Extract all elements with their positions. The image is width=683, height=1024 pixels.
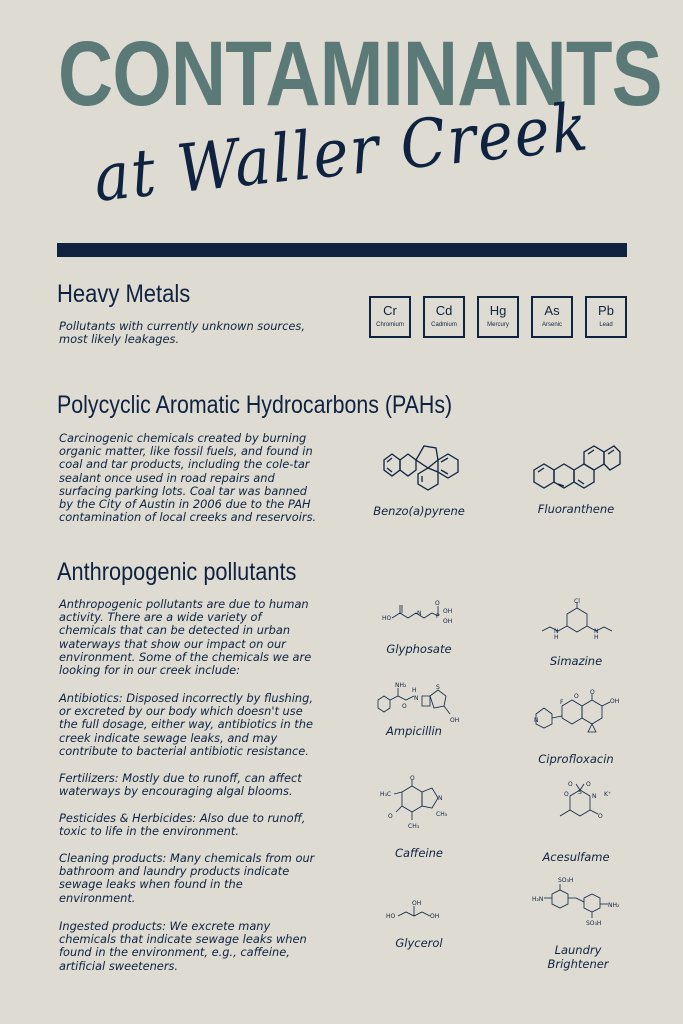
svg-text:N: N [534, 717, 539, 724]
svg-text:K⁺: K⁺ [604, 791, 612, 798]
svg-text:N: N [554, 628, 559, 635]
svg-text:SO₃H: SO₃H [558, 877, 574, 884]
svg-text:OH: OH [610, 698, 620, 705]
element-symbol: Cd [435, 303, 453, 318]
element-name: Chromium [376, 322, 404, 328]
svg-text:O: O [564, 791, 569, 798]
ciprofloxacin-structure-icon [534, 689, 626, 744]
svg-text:O: O [598, 813, 603, 820]
svg-text:H: H [594, 634, 599, 641]
heavy-metals-description: Pollutants with currently unknown sources, most likely leakages. [59, 319, 305, 347]
chemical-label-acesulfame: Acesulfame [542, 850, 610, 864]
svg-text:CH₃: CH₃ [436, 811, 448, 818]
simazine-structure-icon [534, 600, 620, 646]
element-symbol: As [544, 303, 560, 318]
element-tile-cadmium [423, 296, 465, 338]
title-divider [57, 243, 627, 257]
svg-text:NH₂: NH₂ [608, 902, 620, 909]
svg-text:H: H [554, 634, 559, 641]
svg-text:OH: OH [443, 608, 453, 615]
svg-text:N: N [438, 795, 443, 802]
svg-text:OH: OH [430, 913, 440, 920]
heavy-metals-heading: Heavy Metals [57, 280, 191, 308]
chemical-label-fluoranthene: Fluoranthene [537, 502, 615, 516]
anthropogenic-intro: Anthropogenic pollutants are due to human activity. There are a wide variety of chemicals that can be detected in urban waterways that show our impact on our environment. Some of the chemicals we are looking for in our creek include: [59, 597, 312, 678]
benzo-a-pyrene-structure-icon [378, 440, 462, 500]
svg-text:O: O [586, 781, 591, 788]
element-name: Cadmium [431, 322, 457, 328]
svg-text:N: N [417, 610, 422, 617]
acesulfame-structure-icon [540, 782, 624, 838]
laundry-brightener-structure-icon [532, 878, 626, 928]
svg-text:O: O [388, 813, 393, 820]
ingested-products-description: Ingested products: We excrete many chemicals that indicate sewage leaks when found in the environment, e.g., caffeine, artificial sweeteners. [59, 919, 307, 973]
svg-text:H₃C: H₃C [380, 791, 392, 798]
glycerol-structure-icon [384, 898, 454, 924]
svg-text:N: N [594, 628, 599, 635]
svg-text:HO: HO [382, 615, 392, 622]
svg-text:SO₃H: SO₃H [586, 920, 602, 927]
svg-text:F: F [560, 699, 564, 706]
ampicillin-structure-icon [372, 678, 468, 726]
svg-text:CH₃: CH₃ [408, 823, 420, 830]
svg-text:OH: OH [412, 900, 422, 907]
svg-text:O: O [435, 600, 440, 607]
svg-text:O: O [574, 693, 579, 700]
svg-text:S: S [578, 789, 582, 796]
element-name: Arsenic [541, 322, 562, 328]
element-symbol: Pb [598, 303, 614, 318]
svg-text:OH: OH [450, 717, 460, 724]
pahs-heading: Polycyclic Aromatic Hydrocarbons (PAHs) [57, 391, 453, 419]
element-name: Lead [599, 322, 613, 328]
element-name: Mercury [487, 322, 509, 328]
chemical-label-laundry-brightener: Laundry Brightener [547, 943, 609, 971]
chemical-label-ampicillin: Ampicillin [386, 724, 442, 738]
antibiotics-description: Antibiotics: Disposed incorrectly by flushing, or excreted by our body which doesn't use the full dosage, either way, antibiotics in the creek indicate sewage leaks, and may contribute to bacterial antibiotic resistance. [59, 691, 313, 758]
cleaning-products-description: Cleaning products: Many chemicals from our bathroom and laundry products indicate sewage leaks when found in the environment. [59, 851, 315, 905]
chemical-label-caffeine: Caffeine [394, 846, 443, 860]
svg-text:OH: OH [443, 618, 453, 625]
svg-text:NH₂: NH₂ [395, 682, 407, 689]
svg-text:O: O [590, 689, 595, 696]
svg-text:O: O [568, 781, 573, 788]
svg-text:Cl: Cl [574, 598, 580, 605]
fluoranthene-structure-icon [530, 440, 622, 496]
svg-text:H₂N: H₂N [532, 896, 544, 903]
anthropogenic-heading: Anthropogenic pollutants [57, 558, 297, 586]
chemical-label-simazine: Simazine [549, 654, 603, 668]
element-tile-mercury [477, 296, 519, 338]
glyphosate-structure-icon [380, 598, 460, 628]
svg-text:S: S [436, 684, 440, 691]
element-tile-arsenic [531, 296, 573, 338]
element-symbol: Cr [383, 303, 397, 318]
svg-text:N: N [414, 695, 419, 702]
chemical-label-glyphosate: Glyphosate [386, 642, 452, 656]
svg-text:P: P [436, 613, 440, 620]
element-symbol: Hg [489, 303, 507, 318]
pesticides-description: Pesticides & Herbicides: Also due to runoff, toxic to life in the environment. [59, 811, 306, 839]
svg-text:O: O [410, 775, 415, 782]
svg-text:H: H [412, 687, 417, 694]
caffeine-structure-icon [380, 775, 458, 838]
poster-subtitle-script: at Waller Creek [90, 88, 593, 217]
chemical-label-benzo-a-pyrene: Benzo(a)pyrene [373, 504, 465, 518]
svg-text:O: O [402, 703, 407, 710]
element-tile-lead [585, 296, 627, 338]
chemical-label-glycerol: Glycerol [395, 936, 443, 950]
svg-text:HO: HO [386, 913, 396, 920]
pahs-description: Carcinogenic chemicals created by burning organic matter, like fossil fuels, and found in coal and tar products, including the cole-tar sealant once used in road repairs and surfacing parking lots. Coal tar was banned by the City of Austin in 2006 due to the PAH contamination of local creeks and reservoirs. [59, 431, 317, 525]
poster-title: CONTAMINANTS [58, 23, 662, 125]
element-tile-chromium [369, 296, 411, 338]
fertilizers-description: Fertilizers: Mostly due to runoff, can affect waterways by encouraging algal blooms. [59, 771, 302, 799]
svg-text:N: N [592, 793, 597, 800]
chemical-label-ciprofloxacin: Ciprofloxacin [538, 752, 614, 766]
